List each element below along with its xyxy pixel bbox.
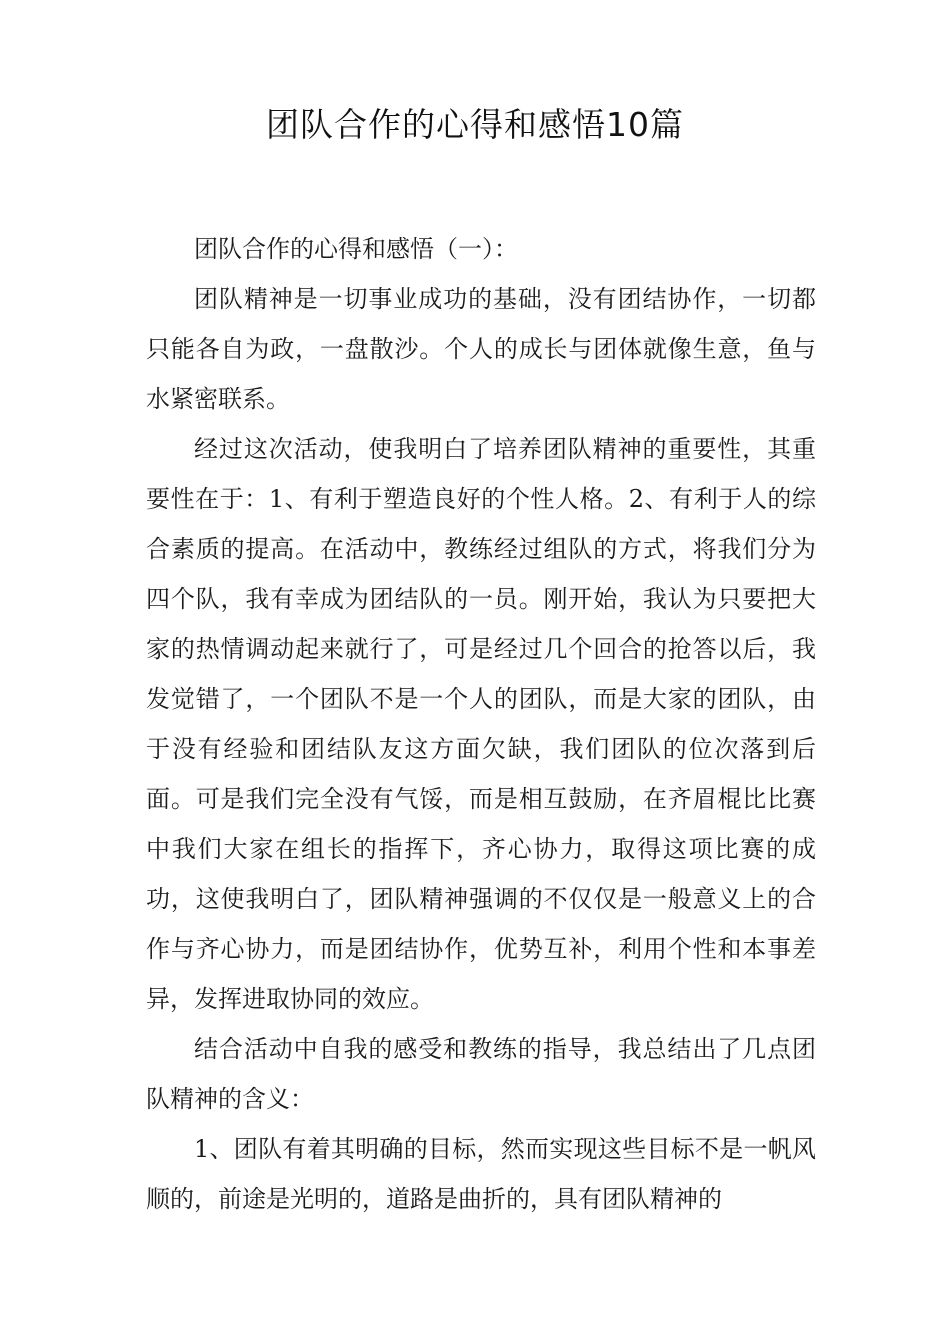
- paragraph-section-heading: 团队合作的心得和感悟（一）：: [194, 235, 518, 263]
- paragraph: 结合活动中自我的感受和教练的指导，我总结出了几点团队精神的含义：: [146, 1035, 816, 1113]
- document-body: [146, 224, 816, 1224]
- paragraph: 经过这次活动，使我明白了培养团队精神的重要性，其重要性在于：1、有利于塑造良好的个性人格。2、有利于人的综合素质的提高。在活动中，教练经过组队的方式，将我们分为四个队，我有幸成为团结队的一员。刚开始，我认为只要把大家的热情调动起来就行了，可是经过几个回合的抢答以后，我发觉错了，一个团队不是一个人的团队，而是大家的团队，由于没有经验和团结队友这方面欠缺，我们团队的位次落到后面。可是我们完全没有气馁，而是相互鼓励，在齐眉棍比比赛中我们大家在组长的指挥下，齐心协力，取得这项比赛的成功，这使我明白了，团队精神强调的不仅仅是一般意义上的合作与齐心协力，而是团结协作，优势互补，利用个性和本事差异，发挥进取协同的效应。: [146, 435, 816, 1013]
- document-title: 团队合作的心得和感悟10篇: [266, 105, 684, 144]
- paragraph: 团队精神是一切事业成功的基础，没有团结协作，一切都只能各自为政，一盘散沙。个人的成长与团体就像生意，鱼与水紧密联系。: [146, 285, 816, 413]
- paragraph: 1、团队有着其明确的目标，然而实现这些目标不是一帆风顺的，前途是光明的，道路是曲折的，具有团队精神的: [146, 1135, 816, 1213]
